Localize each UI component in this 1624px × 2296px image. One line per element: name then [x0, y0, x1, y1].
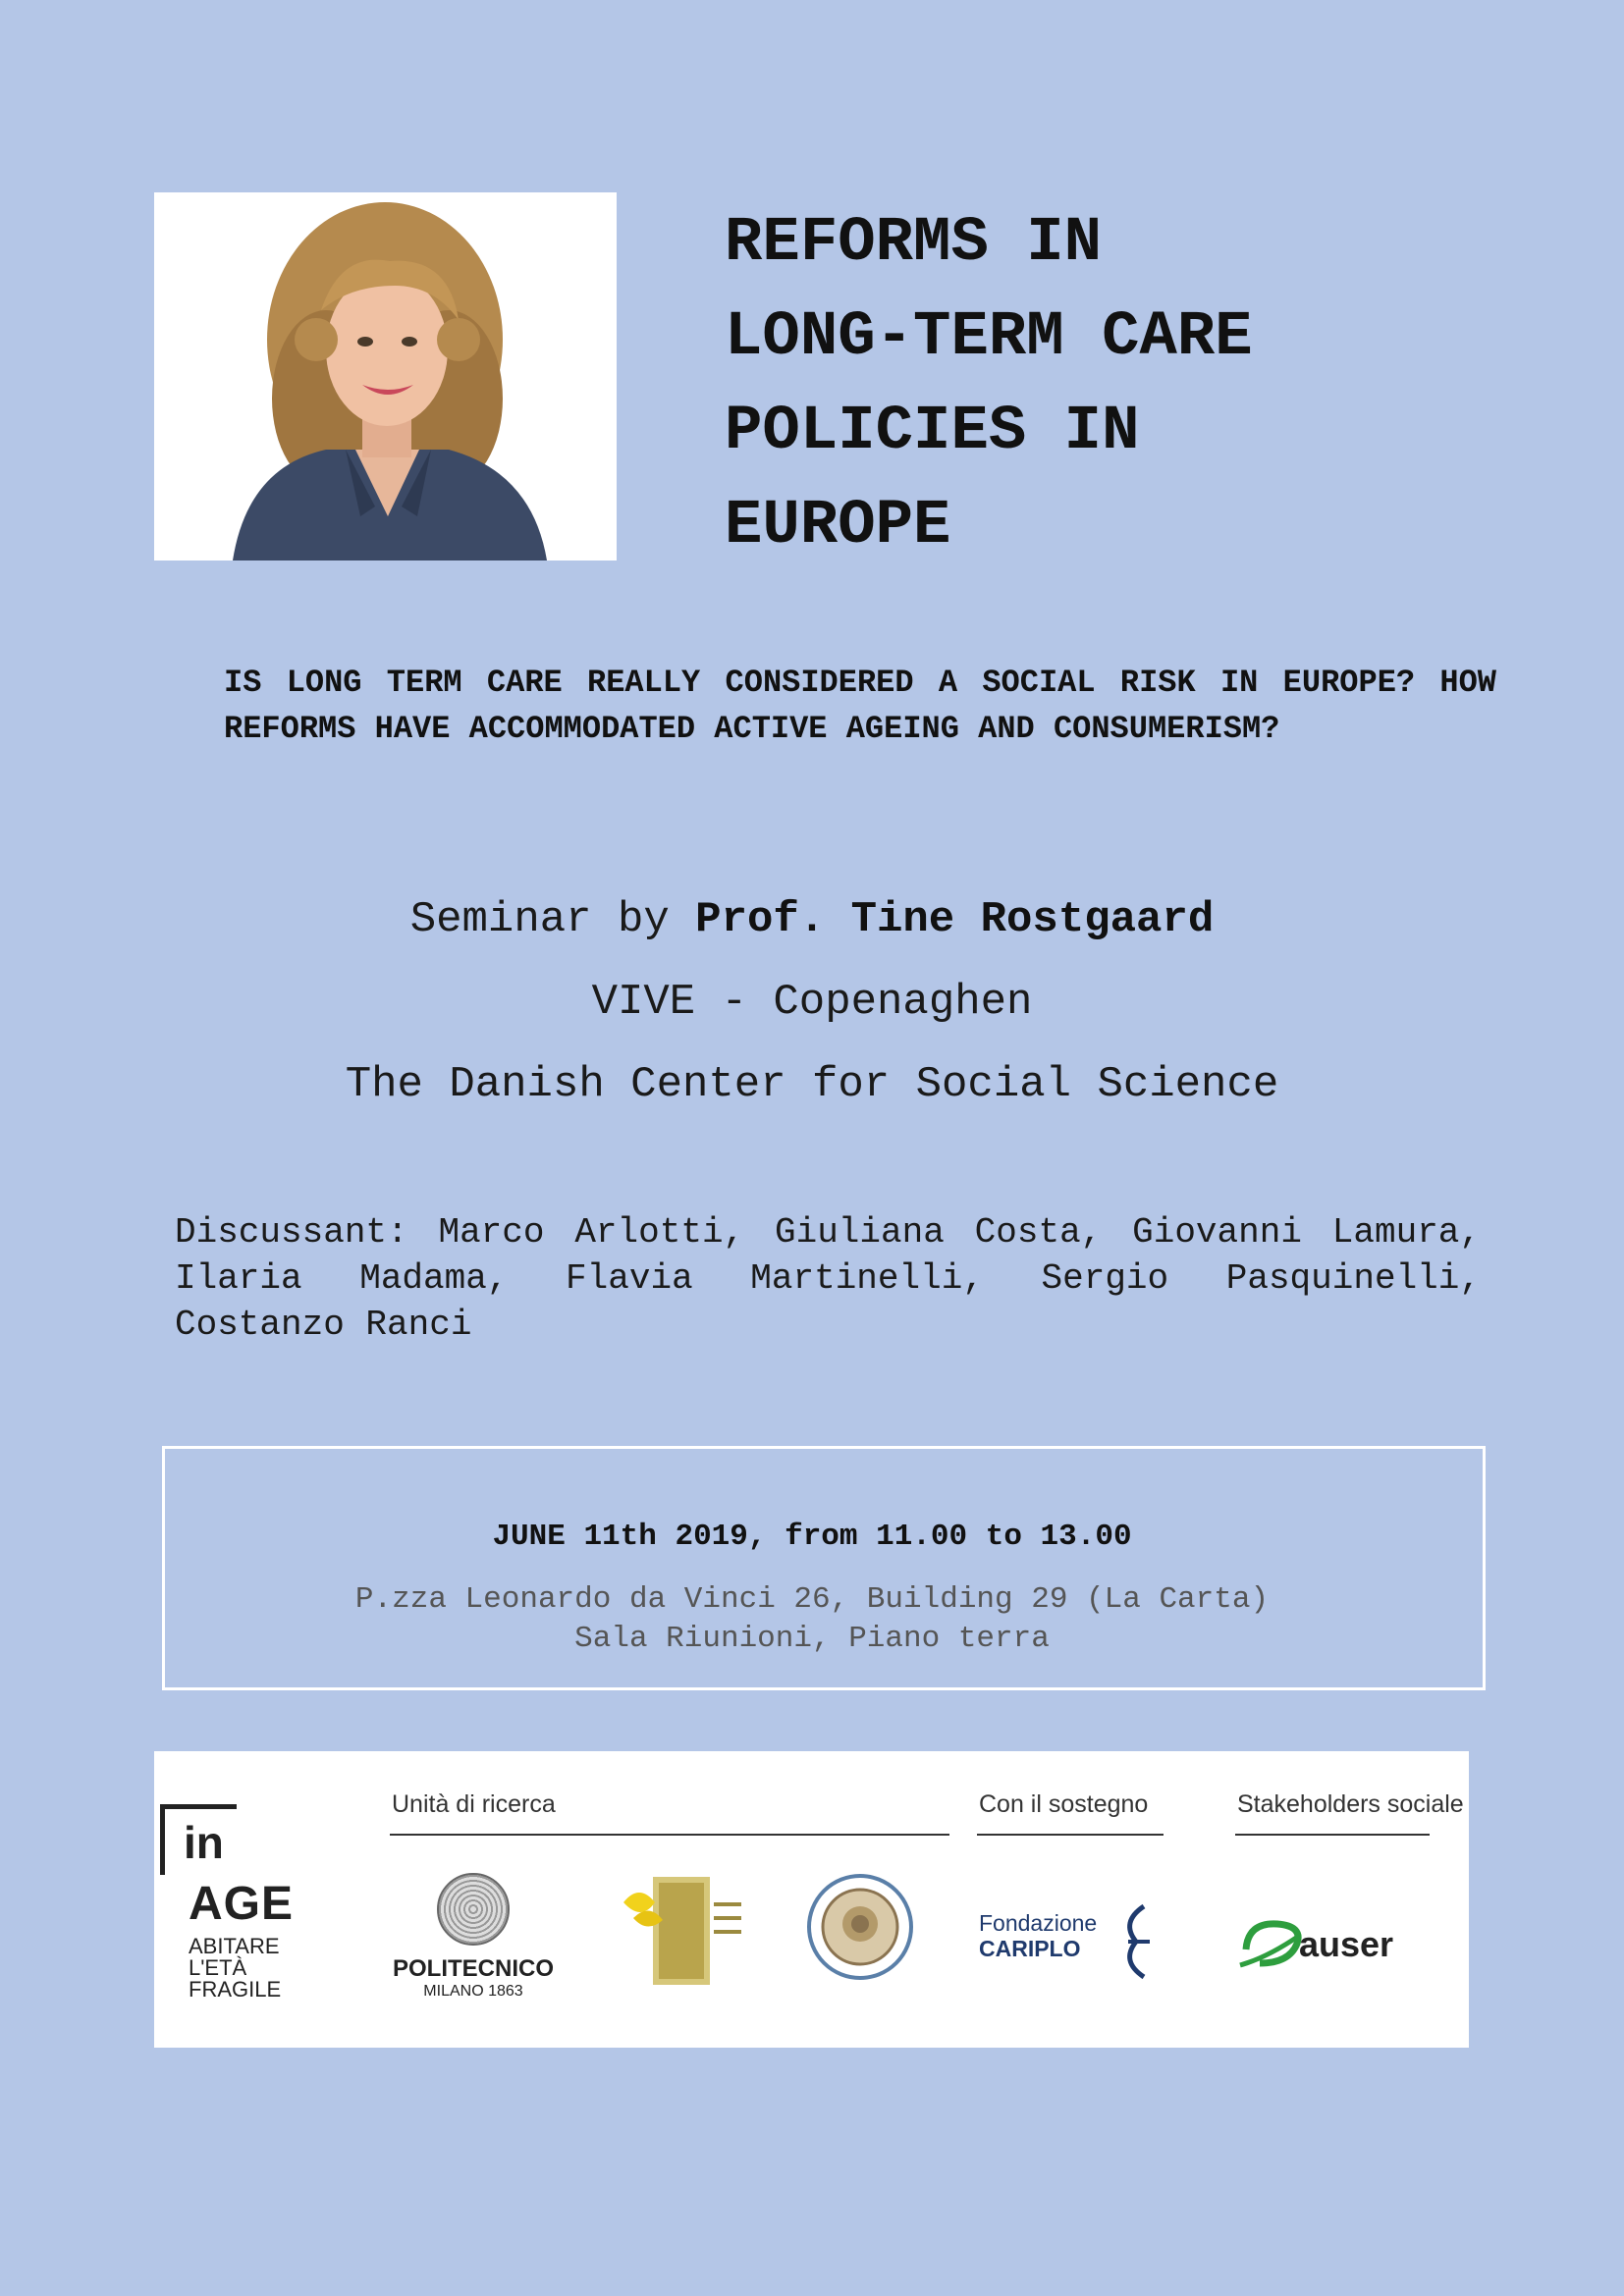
- inage-logo-in: in: [184, 1817, 224, 1868]
- section-label-research: Unità di ricerca: [392, 1790, 556, 1818]
- inage-logo-sub: FRAGILE: [189, 1977, 282, 2002]
- cariplo-mark-icon: [1114, 1902, 1154, 1981]
- universita-reggio-calabria-seal-icon: [806, 1873, 914, 1981]
- discussant-list: Discussant: Marco Arlotti, Giuliana Costa, Giovanni Lamura, Ilaria Madama, Flavia Martinelli, Sergio Pasquinelli, Costanzo Ranci: [175, 1212, 1481, 1345]
- inage-logo-sub: L'ETÀ: [189, 1955, 247, 1980]
- nrca-logo-icon: [620, 1873, 747, 1991]
- politecnico-seal-icon: [437, 1873, 510, 1946]
- event-address-room: Sala Riunioni, Piano terra: [574, 1622, 1050, 1656]
- event-date: JUNE 11th 2019, from 11.00 to 13.00: [492, 1520, 1132, 1554]
- speaker-affiliation-center: The Danish Center for Social Science: [345, 1060, 1279, 1109]
- section-label-support: Con il sostegno: [979, 1790, 1149, 1818]
- section-divider: [390, 1834, 949, 1836]
- inage-logo: [154, 1798, 301, 2024]
- politecnico-subtitle: MILANO 1863: [423, 1983, 523, 2000]
- sponsor-logos-strip: [154, 1751, 1469, 2048]
- event-address-street: P.zza Leonardo da Vinci 26, Building 29 (La Carta): [354, 1582, 1270, 1617]
- politecnico-logo: [390, 1873, 557, 2020]
- auser-logo: [1238, 1908, 1415, 1977]
- auser-name: auser: [1299, 1924, 1394, 1964]
- politecnico-name: POLITECNICO: [392, 1955, 554, 1982]
- cariplo-line-2: CARIPLO: [979, 1936, 1081, 1961]
- section-divider: [1235, 1834, 1430, 1836]
- event-title: [725, 196, 1569, 573]
- inage-logo-age: AGE: [189, 1878, 295, 1930]
- seminar-prefix: Seminar by: [409, 895, 696, 944]
- title-line: POLICIES IN: [725, 397, 1140, 467]
- section-divider: [977, 1834, 1164, 1836]
- title-line: EUROPE: [725, 491, 951, 561]
- section-label-stakeholders: Stakeholders sociale: [1237, 1790, 1464, 1818]
- speaker-affiliation-city: VIVE - Copenaghen: [591, 978, 1033, 1027]
- inage-logo-sub: ABITARE: [189, 1934, 280, 1958]
- title-line: LONG-TERM CARE: [725, 302, 1253, 373]
- fondazione-cariplo-logo: [979, 1908, 1156, 1987]
- auser-swoosh-icon: [1238, 1914, 1307, 1973]
- speaker-name: Prof. Tine Rostgaard: [695, 895, 1215, 944]
- seminar-speaker-line: [0, 895, 1624, 944]
- title-line: REFORMS IN: [725, 208, 1103, 279]
- seminar-question: IS LONG TERM CARE REALLY CONSIDERED A SOCIAL RISK IN EUROPE? HOW REFORMS HAVE ACCOMMODATED ACTIVE AGEING AND CONSUMERISM?: [224, 665, 1496, 747]
- cariplo-line-1: Fondazione: [979, 1910, 1098, 1936]
- speaker-portrait: [154, 192, 617, 561]
